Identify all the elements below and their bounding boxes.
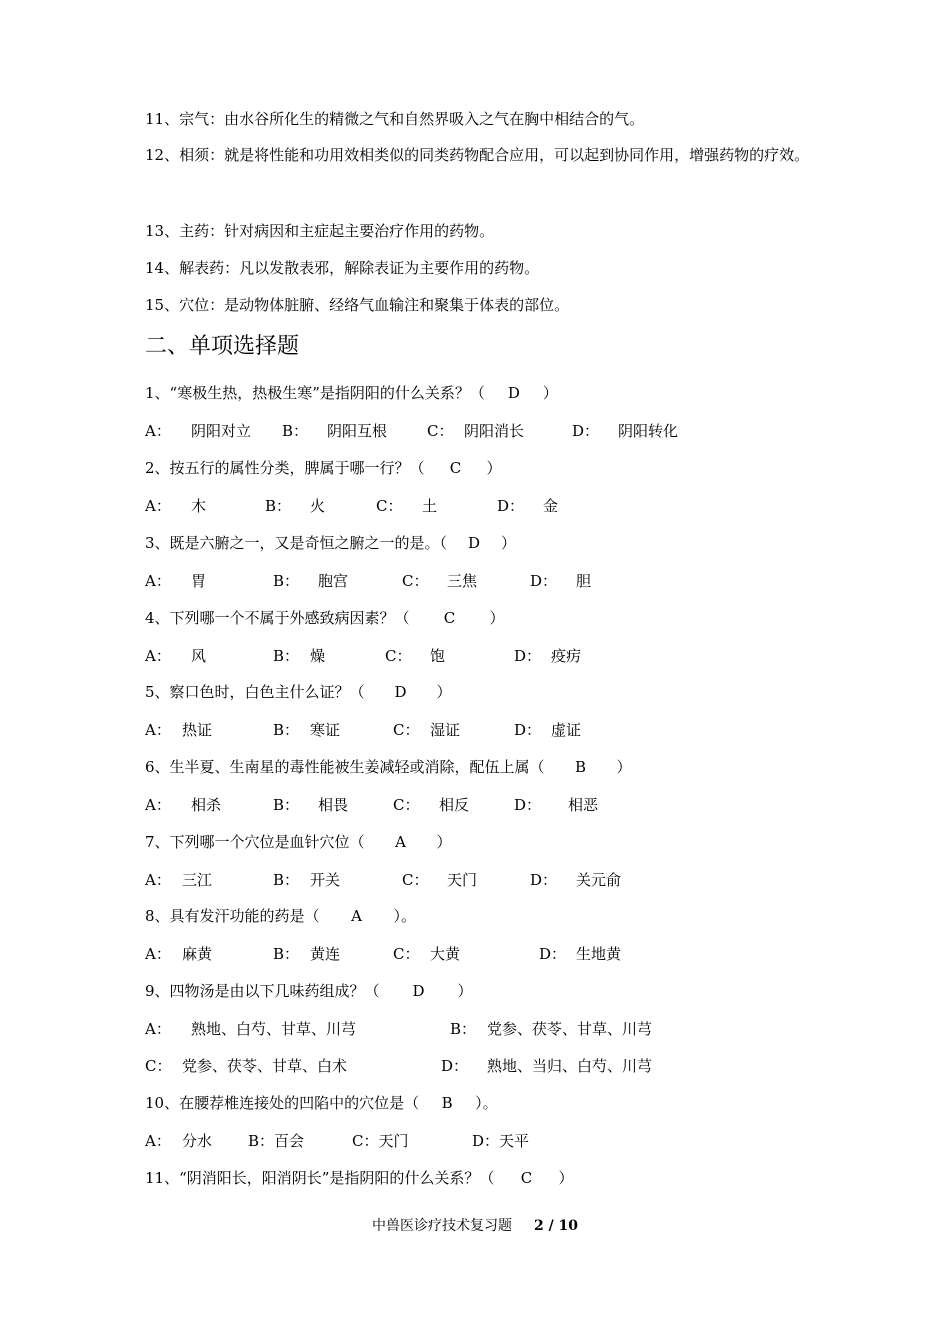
option-text: 胃 xyxy=(191,572,207,590)
answer: C xyxy=(520,1169,533,1187)
question-3 xyxy=(145,533,516,553)
option-label: A： xyxy=(145,1132,171,1150)
option-label: A： xyxy=(145,647,171,665)
option-text: 天门 xyxy=(447,871,478,889)
option-label: A： xyxy=(145,945,171,963)
option-label: B： xyxy=(265,497,292,515)
option-label: C： xyxy=(145,1057,172,1075)
question-stem: 5、察口色时，白色主什么证？（ xyxy=(145,683,365,701)
question-1 xyxy=(145,383,558,403)
option-text: 大黄 xyxy=(430,945,461,963)
option-text: 分水 xyxy=(182,1132,213,1150)
option-label: D： xyxy=(539,945,567,963)
question-6 xyxy=(145,757,632,777)
option-text: 三焦 xyxy=(447,572,478,590)
option-label: C： xyxy=(402,572,429,590)
question-8 xyxy=(145,906,416,926)
answer: B xyxy=(441,1094,453,1112)
option-label: A： xyxy=(145,1020,171,1038)
option-text: 阴阳消长 xyxy=(464,422,525,440)
question-close: ） xyxy=(501,534,517,552)
option-text: C：天门 xyxy=(352,1132,409,1150)
option-text: 相畏 xyxy=(318,796,349,814)
option-label: B： xyxy=(273,945,300,963)
definition-13: 13、主药：针对病因和主症起主要治疗作用的药物。 xyxy=(145,222,495,240)
option-text: 生地黄 xyxy=(576,945,622,963)
question-11 xyxy=(145,1168,573,1188)
option-text: 金 xyxy=(543,497,559,515)
option-text: 相杀 xyxy=(191,796,222,814)
question-4 xyxy=(145,608,505,628)
question-stem: 8、具有发汗功能的药是（ xyxy=(145,907,320,925)
question-stem: 10、在腰荐椎连接处的凹陷中的穴位是（ xyxy=(145,1094,420,1112)
option-text: D：天平 xyxy=(472,1132,530,1150)
option-text: 麻黄 xyxy=(182,945,213,963)
option-text: 胞宫 xyxy=(318,572,349,590)
option-text: 关元俞 xyxy=(576,871,622,889)
question-close: ） xyxy=(616,758,632,776)
option-label: D： xyxy=(530,871,558,889)
question-2 xyxy=(145,458,502,478)
option-label: D： xyxy=(572,422,600,440)
question-stem: 11、“阴消阳长，阳消阴长”是指阴阳的什么关系？（ xyxy=(145,1169,495,1187)
answer: C xyxy=(443,609,456,627)
option-text: 阴阳互根 xyxy=(327,422,388,440)
option-text: 三江 xyxy=(182,871,213,889)
option-text: 木 xyxy=(191,497,207,515)
option-text: 阴阳对立 xyxy=(191,422,252,440)
option-label: A： xyxy=(145,796,171,814)
answer: C xyxy=(449,459,462,477)
option-label: A： xyxy=(145,572,171,590)
option-text: 党参、茯苓、甘草、白术 xyxy=(182,1057,348,1075)
definition-11: 11、宗气：由水谷所化生的精微之气和自然界吸入之气在胸中相结合的气。 xyxy=(145,110,645,128)
question-close: ） xyxy=(558,1169,574,1187)
question-close: ） xyxy=(486,459,502,477)
option-label: C： xyxy=(385,647,412,665)
question-stem: 7、下列哪一个穴位是血针穴位（ xyxy=(145,833,365,851)
question-9 xyxy=(145,981,473,1001)
option-label: B： xyxy=(282,422,309,440)
option-label: C： xyxy=(393,945,420,963)
option-text: B：百会 xyxy=(248,1132,305,1150)
option-text: 相反 xyxy=(439,796,470,814)
option-text: 熟地、当归、白芍、川芎 xyxy=(487,1057,653,1075)
question-stem: 4、下列哪一个不属于外感致病因素？（ xyxy=(145,609,410,627)
option-text: 党参、茯苓、甘草、川芎 xyxy=(487,1020,653,1038)
answer: B xyxy=(575,758,587,776)
option-label: D： xyxy=(530,572,558,590)
option-label: A： xyxy=(145,422,171,440)
definition-14: 14、解表药：凡以发散表邪，解除表证为主要作用的药物。 xyxy=(145,259,540,277)
page-footer xyxy=(0,1216,950,1236)
option-text: 虚证 xyxy=(551,721,582,739)
option-label: A： xyxy=(145,721,171,739)
option-label: D： xyxy=(514,647,542,665)
answer: D xyxy=(468,534,481,552)
section-title: 二、单项选择题 xyxy=(145,334,300,359)
option-label: D： xyxy=(514,796,542,814)
question-stem: 1、“寒极生热，热极生寒”是指阴阳的什么关系？（ xyxy=(145,384,485,402)
question-stem: 9、四物汤是由以下几味药组成？（ xyxy=(145,982,380,1000)
question-close: ） xyxy=(489,609,505,627)
option-text: 熟地、白芍、甘草、川芎 xyxy=(191,1020,357,1038)
option-label: D： xyxy=(514,721,542,739)
option-label: D： xyxy=(441,1057,469,1075)
option-text: 热证 xyxy=(182,721,213,739)
option-text: 阴阳转化 xyxy=(618,422,679,440)
answer: A xyxy=(395,833,406,851)
page-number: 2 / 10 xyxy=(533,1218,579,1234)
question-close: ） xyxy=(436,833,452,851)
option-label: B： xyxy=(273,871,300,889)
answer: D xyxy=(507,384,520,402)
option-label: A： xyxy=(145,871,171,889)
question-10 xyxy=(145,1093,498,1113)
question-close: ）。 xyxy=(475,1094,498,1112)
question-close: ） xyxy=(436,683,452,701)
definition-15: 15、穴位：是动物体脏腑、经络气血输注和聚集于体表的部位。 xyxy=(145,296,570,314)
definition-12: 12、相须：就是将性能和功用效相类似的同类药物配合应用，可以起到协同作用，增强药物的疗效。 xyxy=(145,146,810,164)
option-text: 胆 xyxy=(576,572,592,590)
question-close: ）。 xyxy=(393,907,417,925)
option-text: 湿证 xyxy=(430,721,461,739)
footer-title: 中兽医诊疗技术复习题 xyxy=(371,1218,512,1234)
option-label: C： xyxy=(393,796,420,814)
option-text: 火 xyxy=(310,497,326,515)
question-close: ） xyxy=(542,384,558,402)
question-5 xyxy=(145,682,452,702)
question-close: ） xyxy=(457,982,473,1000)
option-text: 相恶 xyxy=(568,796,599,814)
option-text: 风 xyxy=(191,647,207,665)
option-label: B： xyxy=(273,796,300,814)
option-label: C： xyxy=(427,422,454,440)
option-text: 寒证 xyxy=(310,721,341,739)
option-text: 饱 xyxy=(430,647,446,665)
option-text: 黄连 xyxy=(310,945,341,963)
option-label: C： xyxy=(402,871,429,889)
option-text: 疫疠 xyxy=(551,647,582,665)
question-7 xyxy=(145,832,452,852)
option-label: B： xyxy=(273,647,300,665)
option-label: D： xyxy=(497,497,525,515)
question-stem: 2、按五行的属性分类，脾属于哪一行？（ xyxy=(145,459,425,477)
option-label: B： xyxy=(273,572,300,590)
option-label: C： xyxy=(376,497,403,515)
answer: D xyxy=(394,683,407,701)
option-label: B： xyxy=(450,1020,477,1038)
answer: D xyxy=(412,982,425,1000)
option-label: A： xyxy=(145,497,171,515)
option-text: 开关 xyxy=(310,871,341,889)
question-stem: 3、既是六腑之一，又是奇恒之腑之一的是。（ xyxy=(145,534,448,552)
option-text: 燥 xyxy=(310,647,326,665)
option-text: 土 xyxy=(422,497,438,515)
question-stem: 6、生半夏、生南星的毒性能被生姜减轻或消除，配伍上属（ xyxy=(145,758,545,776)
answer: A xyxy=(351,907,362,925)
option-label: B： xyxy=(273,721,300,739)
option-label: C： xyxy=(393,721,420,739)
